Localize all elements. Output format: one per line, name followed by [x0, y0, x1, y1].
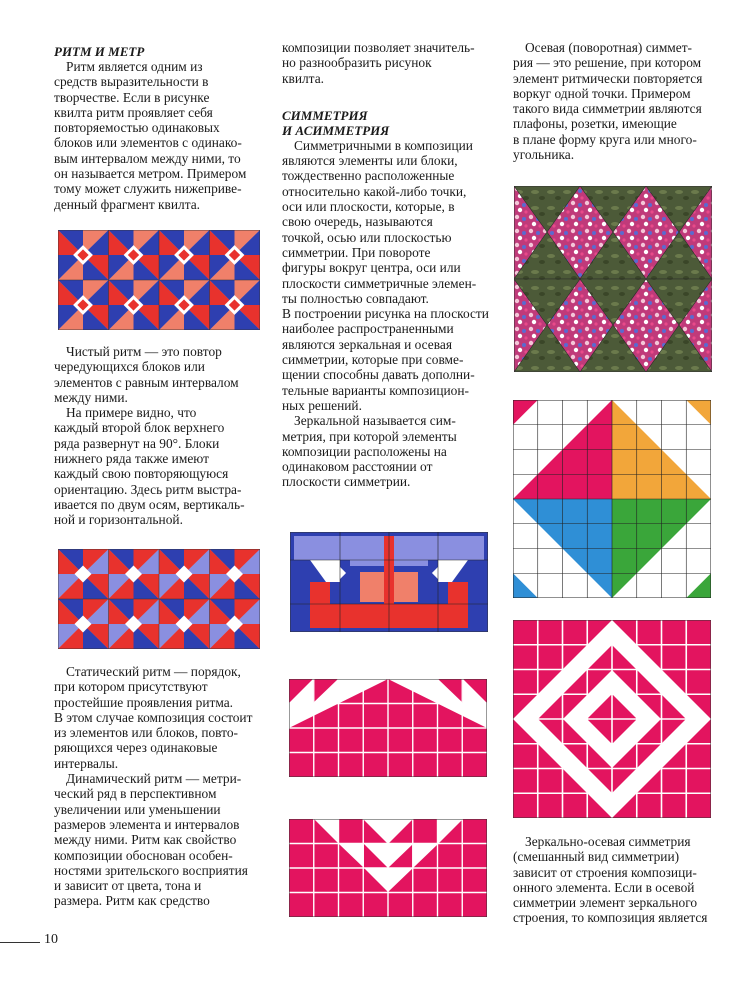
- text-line: ческий ряд в перспективном: [54, 786, 217, 802]
- text-line: симметрии элемент зеркального: [513, 895, 698, 911]
- text-line: ностями зрительского восприятия: [54, 862, 248, 878]
- text-line: симметрии, которые при совме-: [282, 352, 464, 368]
- text-line: интервалы.: [54, 755, 119, 771]
- text-line: такого вида симметрии являются: [513, 101, 702, 117]
- column-1c: [54, 664, 274, 909]
- text-line: Зеркально-осевая симметрия: [525, 834, 691, 849]
- text-line: рия — это решение, при котором: [513, 55, 702, 71]
- text-line: онного элемента. Если в осевой: [513, 879, 695, 895]
- heading-symmetry-1: СИММЕТРИЯ: [282, 107, 368, 123]
- text-line: Статический ритм — порядок,: [66, 664, 241, 679]
- column-1: [54, 44, 274, 212]
- text-line: ных решений.: [282, 397, 362, 413]
- text-line: и зависит от цвета, тона и: [54, 878, 202, 894]
- heading-rhythm: РИТМ И МЕТР: [54, 44, 145, 59]
- quilt-four-color-axial: [513, 400, 711, 598]
- text-line: каждый свою повторяющуюся: [54, 466, 229, 482]
- column-2: [282, 40, 502, 490]
- column-3b: [513, 834, 735, 926]
- quilt-floral-triangles: [514, 186, 712, 372]
- text-line: между ними. Ритм как свойство: [54, 832, 237, 848]
- text-line: каждый второй блок верхнего: [54, 420, 225, 436]
- col1-text-a: [54, 59, 274, 212]
- text-line: Чистый ритм — это повтор: [66, 344, 222, 359]
- text-line: плоскости симметрии.: [282, 474, 411, 490]
- column-3: [513, 40, 733, 162]
- text-line: одинаковом расстоянии от: [282, 459, 433, 475]
- text-line: угольника.: [513, 147, 575, 163]
- text-line: являются зеркальная и осевая: [282, 336, 452, 352]
- text-line: квилта ритм проявляет себя: [54, 104, 213, 120]
- text-line: ты полностью совпадают.: [282, 290, 429, 306]
- text-line: чередующихся блоков или: [54, 359, 205, 375]
- text-line: наиболее распространенными: [282, 321, 454, 337]
- quilt-pink-hearts: [289, 819, 487, 917]
- text-line: Динамический ритм — метри-: [66, 771, 242, 787]
- text-line: ной и горизонтальной.: [54, 512, 183, 528]
- text-line: он называется метром. Примером: [54, 166, 247, 182]
- text-line: зависит от строения композици-: [513, 864, 697, 880]
- text-line: Зеркальной называется сим-: [294, 413, 456, 429]
- text-line: между ними.: [54, 389, 128, 405]
- text-line: На примере видно, что: [66, 405, 197, 421]
- text-line: являются элементы или блоки,: [282, 153, 458, 169]
- text-line: ориентацию. Здесь ритм выстра-: [54, 481, 242, 497]
- text-line: щении способны давать дополни-: [282, 367, 475, 383]
- text-line: плафоны, розетки, имеющие: [513, 116, 677, 132]
- text-line: В этом случае композиция состоит: [54, 709, 253, 725]
- text-line: относительно какой-либо точки,: [282, 183, 467, 199]
- text-line: квилта.: [282, 70, 324, 86]
- text-line: композиции обоснован особен-: [54, 847, 233, 863]
- quilt-pink-triangle: [289, 679, 487, 777]
- page-number: 10: [44, 932, 58, 947]
- text-line: денный фрагмент квилта.: [54, 196, 200, 212]
- text-line: свою очередь, называются: [282, 214, 433, 230]
- text-line: блоков или элементов с одинако-: [54, 135, 242, 151]
- text-line: композиции расположены на: [282, 443, 447, 459]
- text-line: но разнообразить рисунок: [282, 55, 432, 71]
- text-line: тельные варианты композицион-: [282, 382, 470, 398]
- text-line: элемент ритмически повторяется: [513, 70, 703, 86]
- text-line: симметрии. При повороте: [282, 244, 431, 260]
- text-line: Ритм является одним из: [66, 59, 203, 74]
- text-line: Осевая (поворотная) симмет-: [525, 40, 693, 55]
- text-line: тому может служить нижеприве-: [54, 181, 242, 197]
- text-line: вым интервалом между ними, то: [54, 150, 241, 166]
- heading-symmetry-2: И АСИММЕТРИЯ: [282, 122, 390, 138]
- text-line: при котором присутствуют: [54, 679, 208, 695]
- text-line: точкой, осью или плоскостью: [282, 229, 452, 245]
- text-line: в плане форму круга или много-: [513, 131, 697, 147]
- text-line: фигуры вокруг центра, оси или: [282, 260, 461, 276]
- text-line: ряда развернут на 90°. Блоки: [54, 435, 220, 451]
- text-line: Симметричными в композиции: [294, 137, 473, 153]
- text-line: В построении рисунка на плоскости: [282, 306, 489, 322]
- column-1b: [54, 344, 274, 528]
- text-line: плоскости симметричные элемен-: [282, 275, 477, 291]
- text-line: воркуг одной точки. Примером: [513, 85, 691, 101]
- text-line: метрия, при которой элементы: [282, 428, 457, 444]
- text-line: средств выразительности в: [54, 74, 209, 90]
- text-line: строения, то композиция является: [513, 910, 708, 926]
- quilt-rhythm-top: [58, 230, 260, 330]
- text-line: из элементов или блоков, повто-: [54, 725, 238, 741]
- text-line: ряющихся через одинаковые: [54, 740, 218, 756]
- text-line: творчестве. Если в рисунке: [54, 89, 210, 105]
- footer-rule: [0, 942, 40, 943]
- text-line: оси или плоскости, которые, в: [282, 199, 455, 215]
- text-line: повторяемостью одинаковых: [54, 120, 220, 136]
- text-line: увеличении или уменьшении: [54, 801, 221, 817]
- text-line: простейшие проявления ритма.: [54, 694, 234, 710]
- text-line: композиции позволяет значитель-: [282, 40, 475, 55]
- text-line: тождественно расположенные: [282, 168, 455, 184]
- text-line: (смешанный вид симметрии): [513, 849, 680, 865]
- quilt-mirror-blue-red: [290, 532, 488, 632]
- text-line: ивается по двум осям, вертикаль-: [54, 496, 245, 512]
- text-line: размеров элемента и интервалов: [54, 816, 240, 832]
- quilt-pink-diamond: [513, 620, 711, 818]
- text-line: нижнего ряда также имеют: [54, 451, 209, 467]
- text-line: размера. Ритм как средство: [54, 893, 210, 909]
- quilt-rhythm-bottom: [58, 549, 260, 649]
- text-line: элементов с равным интервалом: [54, 374, 239, 390]
